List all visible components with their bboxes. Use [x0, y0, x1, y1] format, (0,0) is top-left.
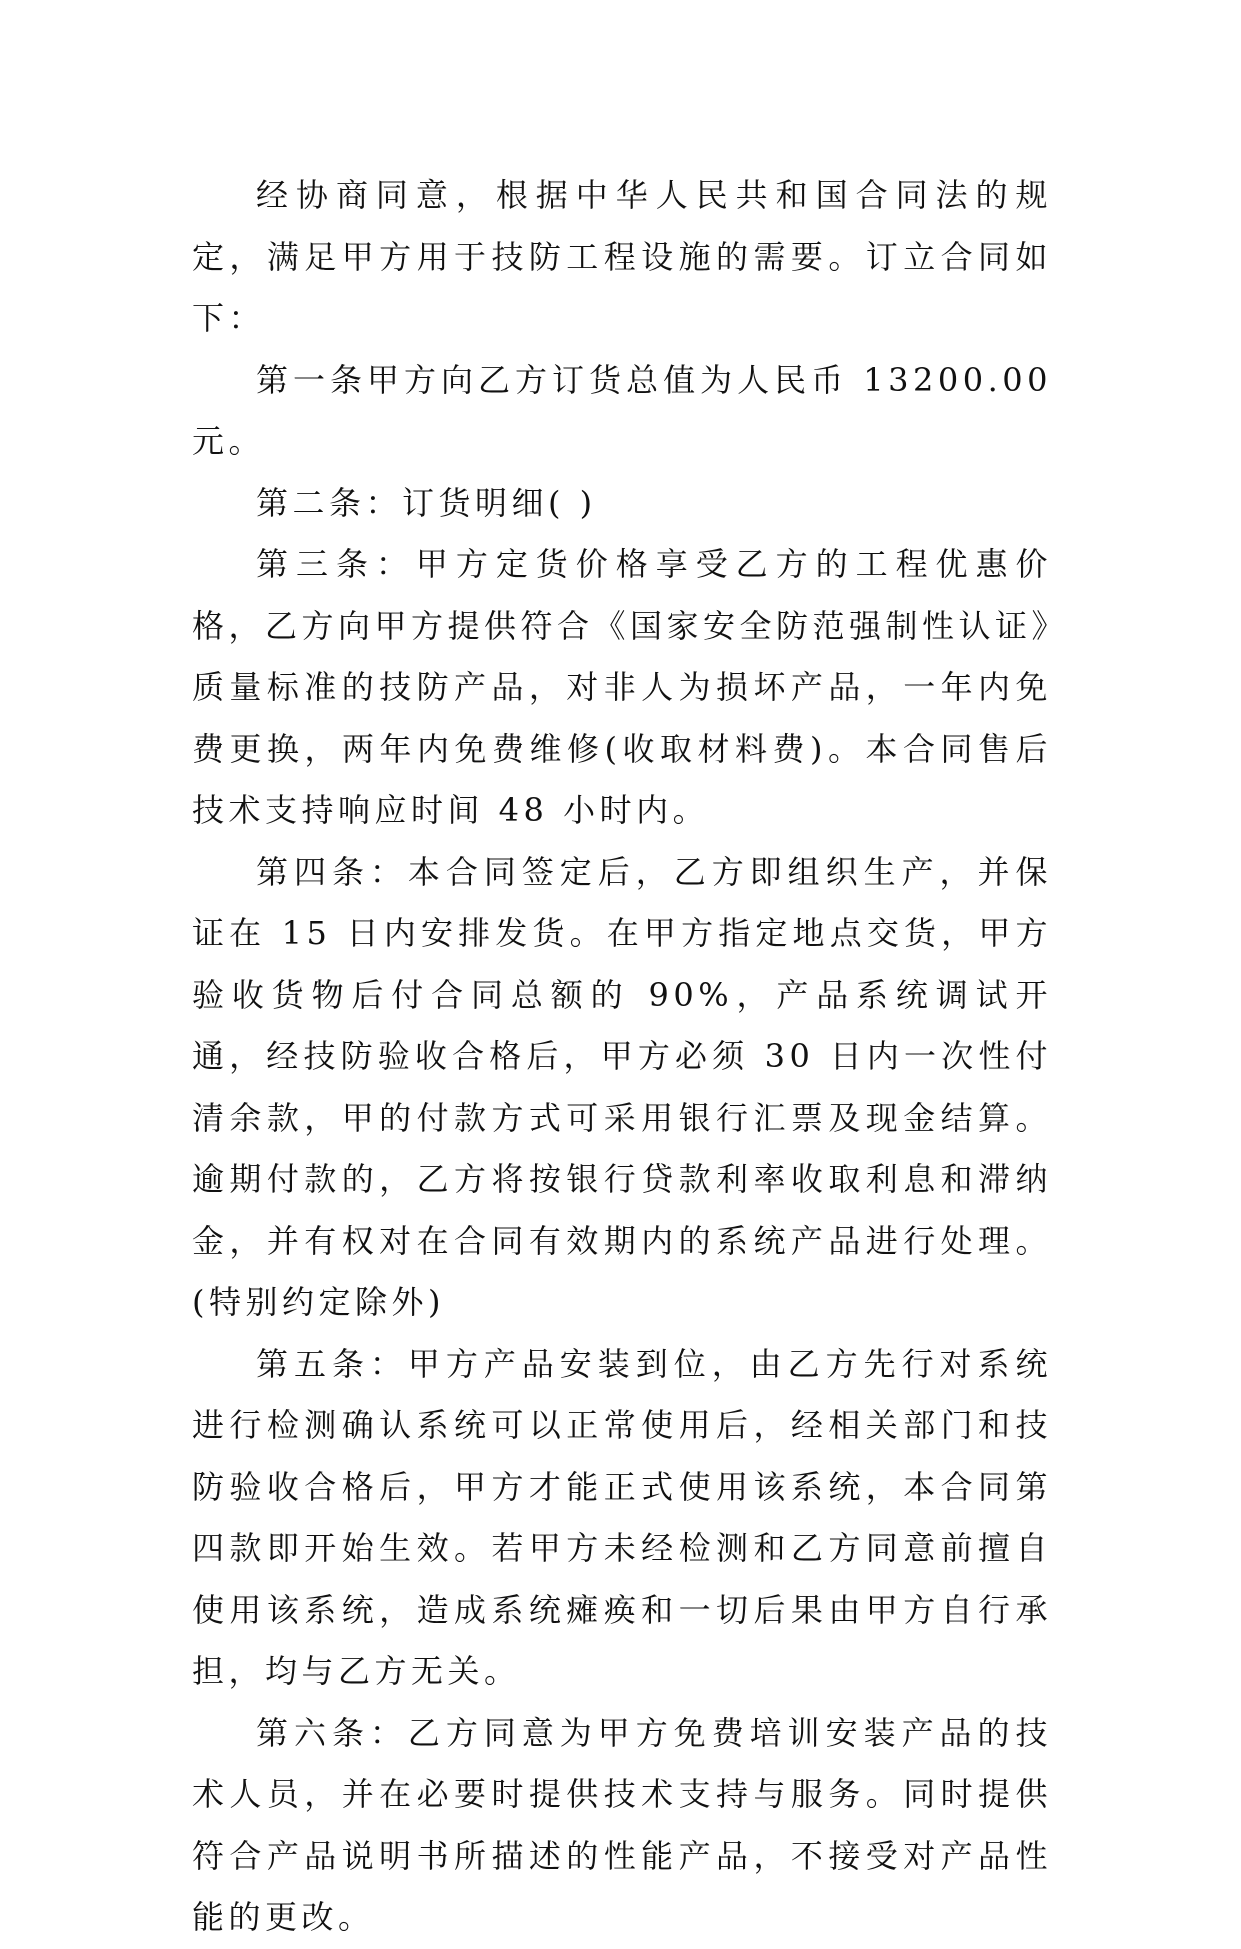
article-3-paragraph: 第三条：甲方定货价格享受乙方的工程优惠价格，乙方向甲方提供符合《国家安全防范强制性认证》质量标准的技防产品，对非人为损坏产品，一年内免费更换，两年内免费维修(收取材料费)。本合同售后技术支持响应时间 48 小时内。	[192, 545, 1053, 829]
article-1-paragraph: 第一条甲方向乙方订货总值为人民币 13200.00 元。	[192, 360, 1052, 460]
preamble-paragraph: 经协商同意，根据中华人民共和国合同法的规定，满足甲方用于技防工程设施的需要。订立合同如下：	[192, 176, 1052, 337]
article-5-paragraph: 第五条：甲方产品安装到位，由乙方先行对系统进行检测确认系统可以正常使用后，经相关部门和技防验收合格后，甲方才能正式使用该系统，本合同第四款即开始生效。若甲方未经检测和乙方同意前擅自使用该系统，造成系统瘫痪和一切后果由甲方自行承担，均与乙方无关。	[192, 1344, 1052, 1690]
article-2-paragraph: 第二条：订货明细( )	[256, 483, 597, 522]
article-6-paragraph: 第六条：乙方同意为甲方免费培训安装产品的技术人员，并在必要时提供技术支持与服务。同时提供符合产品说明书所描述的性能产品，不接受对产品性能的更改。	[192, 1713, 1052, 1936]
article-4-paragraph: 第四条：本合同签定后，乙方即组织生产，并保证在 15 日内安排发货。在甲方指定地点交货，甲方验收货物后付合同总额的 90%，产品系统调试开通，经技防验收合格后，甲方必须 30 日内一次性付清余款，甲的付款方式可采用银行汇票及现金结算。逾期付款的，乙方将按银行贷款利率收取利息和滞纳金，并有权对在合同有效期内的系统产品进行处理。(特别约定除外)	[192, 852, 1052, 1321]
contract-body	[192, 165, 1052, 1949]
